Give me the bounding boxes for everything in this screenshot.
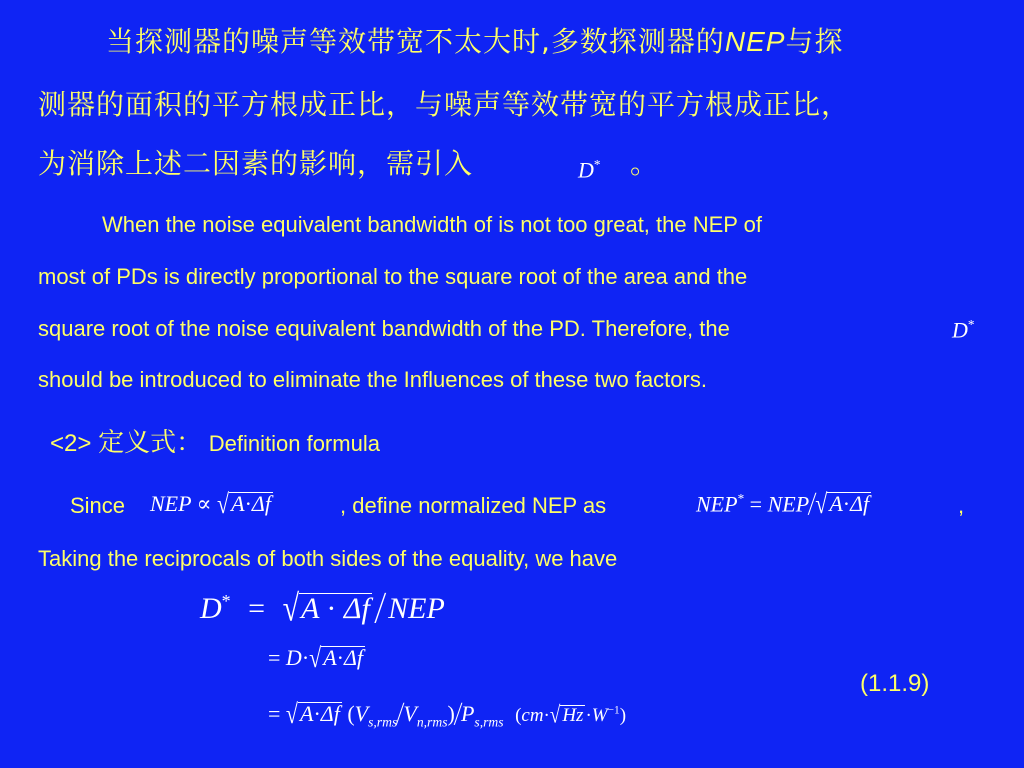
equation-line-3: = √A·Δf $(V_{s,rms}/V_{n,rms})/P_{s,rms}$ (cm·√ $Hz \cdot W^{-1}$): [268, 694, 627, 732]
equation-line-1: D* = √A · Δf /NEP: [200, 583, 445, 633]
zh-line-3-end: 。: [630, 147, 660, 180]
normalized-nep-formula: NEP* = NEP/√A·Δf: [696, 484, 870, 523]
d-star-inline-1: D*: [578, 157, 601, 183]
taking-line: Taking the reciprocals of both sides of the equality, we have: [38, 546, 618, 571]
zh-nep: NEP: [724, 26, 786, 57]
zh-line-1: 当探测器的噪声等效带宽不太大时,多数探测器的NEP与探: [106, 25, 844, 58]
en-line-1: When the noise equivalent bandwidth of is not too great, the NEP of: [102, 212, 763, 237]
d-star-inline-2: D*: [952, 317, 975, 343]
en-line-4: should be introduced to eliminate the Influences of these two factors.: [38, 367, 707, 392]
equation-number: (1.1.9): [860, 670, 930, 697]
since-word: Since: [70, 493, 126, 518]
equation-line-2: = D·√A·Δf: [268, 641, 364, 673]
en-line-3: square root of the noise equivalent bandwidth of the PD. Therefore, the: [38, 316, 730, 341]
zh-line-2: 测器的面积的平方根成正比，与噪声等效带宽的平方根成正比，: [38, 88, 851, 121]
since-middle: , define normalized NEP as: [340, 493, 607, 518]
zh-line-3: 为消除上述二因素的影响，需引入: [38, 147, 474, 180]
since-comma: ,: [958, 493, 965, 518]
nep-proportional-formula: NEP ∝ √A·Δf: [150, 487, 271, 519]
en-line-2: most of PDs is directly proportional to the square root of the area and the: [38, 264, 748, 289]
section-heading: <2> 定义式： Definition formula: [50, 428, 380, 458]
